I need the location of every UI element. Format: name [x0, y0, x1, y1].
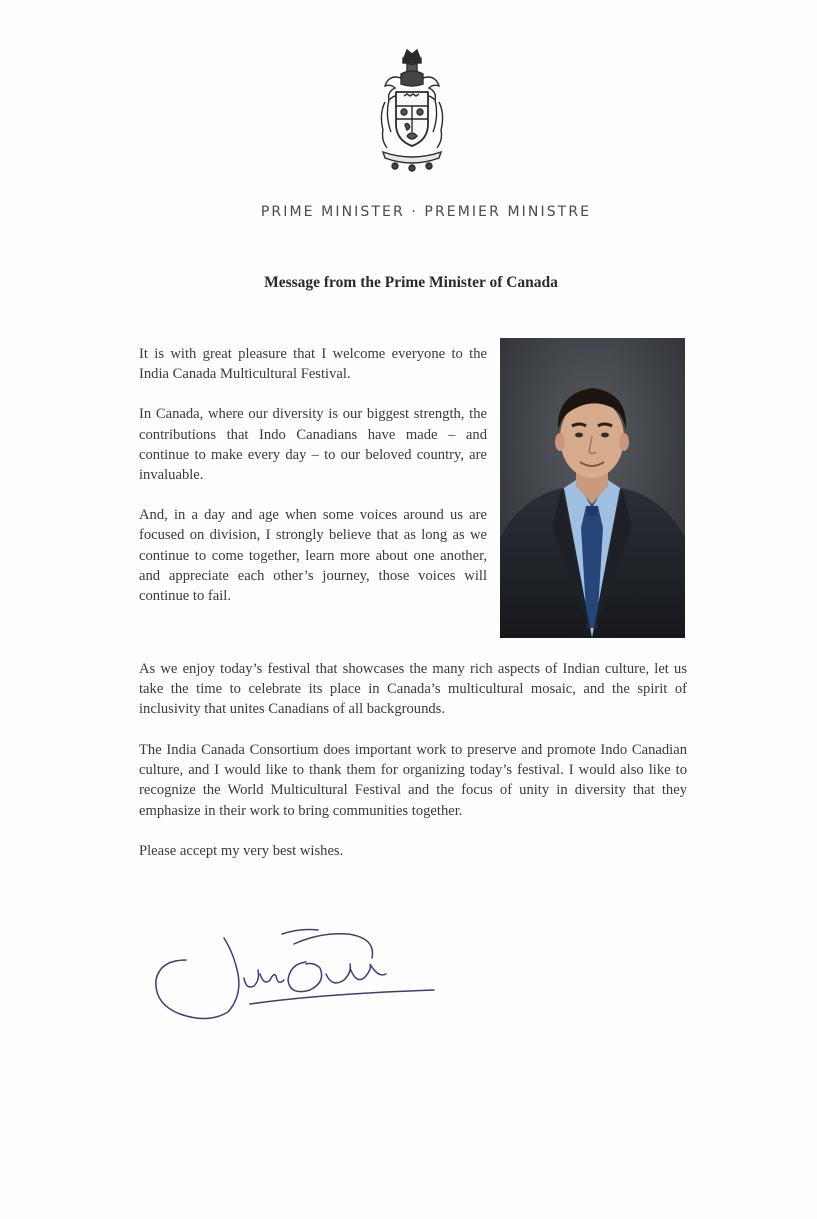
paragraph-consortium: The India Canada Consortium does important work to preserve and promote Indo Canadian culture, and I would like to thank them for organizing today’s festival. I would also like to recognize the World Multicultural Festival and the focus of unity in diversity that they emphasize in their work to bring communities together. [139, 742, 687, 819]
message-title: Message from the Prime Minister of Canada [264, 274, 558, 291]
festival-paragraph-block [139, 659, 687, 720]
paragraph-festival: As we enjoy today’s festival that showcases the many rich aspects of Indian culture, let us take the time to celebrate its place in Canada’s multicultural mosaic, and the spirit of inclusivity that unites Canadians of all backgrounds. [139, 661, 687, 718]
office-letterhead: PRIME MINISTER · PREMIER MINISTRE [260, 204, 592, 220]
closing-paragraphs [139, 740, 687, 881]
coat-of-arms-icon [371, 44, 453, 172]
intro-paragraphs [139, 344, 487, 606]
paragraph-best-wishes: Please accept my very best wishes. [139, 842, 344, 859]
paragraph-division: And, in a day and age when some voices around us are focused on division, I strongly believe that as long as we continue to come together, learn more about one another, and appreciate each other’s journey, those voices will continue to fail. [139, 507, 487, 605]
portrait-photo-icon [500, 338, 685, 638]
handwritten-signature-icon [150, 924, 440, 1024]
paragraph-welcome: It is with great pleasure that I welcome everyone to the India Canada Multicultural Festival. [139, 346, 487, 383]
paragraph-diversity: In Canada, where our diversity is our biggest strength, the contributions that Indo Canadians have made – and continue to make every day – to our beloved country, are invaluable. [139, 406, 487, 484]
